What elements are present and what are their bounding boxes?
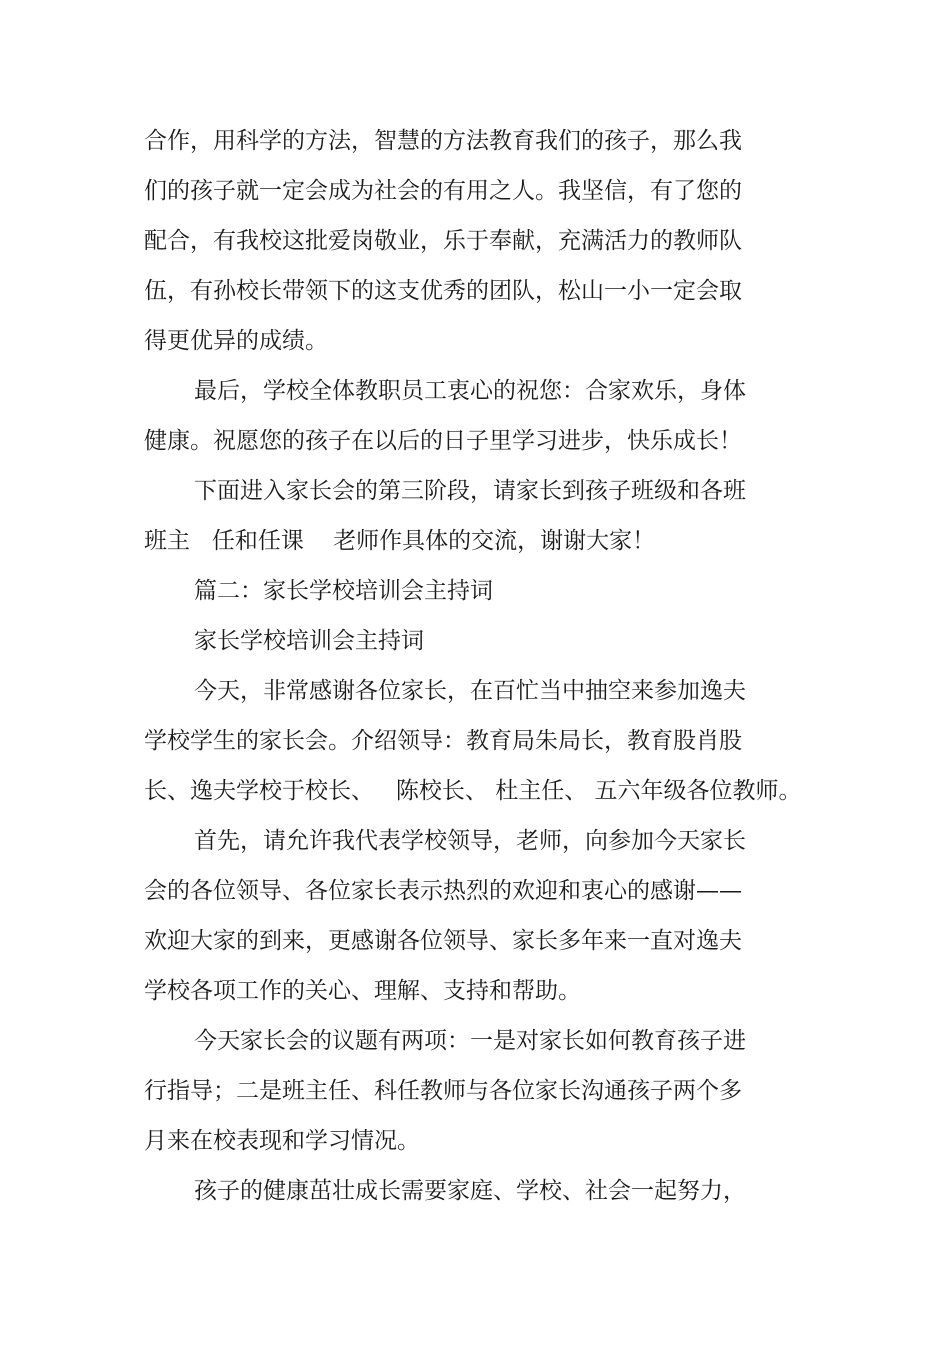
- text-line: 配合，有我校这批爱岗敬业，乐于奉献，充满活力的教师队: [144, 228, 742, 254]
- text-line: 健康。祝愿您的孩子在以后的日子里学习进步，快乐成长！: [144, 428, 742, 454]
- text-line: 学校学生的家长会。介绍领导：教育局朱局长，教育股肖股: [144, 728, 742, 754]
- paragraph-first-line: 下面进入家长会的第三阶段，请家长到孩子班级和各班: [194, 478, 746, 504]
- section-title: 家长学校培训会主持词: [194, 628, 424, 654]
- paragraph-first-line: 今天，非常感谢各位家长，在百忙当中抽空来参加逸夫: [194, 678, 746, 704]
- text-line: 伍，有孙校长带领下的这支优秀的团队，松山一小一定会取: [144, 278, 742, 304]
- paragraph-first-line: 首先，请允许我代表学校领导，老师，向参加今天家长: [194, 828, 746, 854]
- paragraph-first-line: 最后，学校全体教职员工衷心的祝您：合家欢乐，身体: [194, 378, 746, 404]
- text-line: 会的各位领导、各位家长表示热烈的欢迎和衷心的感谢——: [144, 878, 742, 904]
- section-heading: 篇二：家长学校培训会主持词: [194, 578, 493, 604]
- text-line: 学校各项工作的关心、理解、支持和帮助。: [144, 978, 581, 1004]
- text-line: 合作，用科学的方法，智慧的方法教育我们的孩子，那么我: [144, 128, 742, 154]
- paragraph-first-line: 今天家长会的议题有两项：一是对家长如何教育孩子进: [194, 1028, 746, 1054]
- text-line: 们的孩子就一定会成为社会的有用之人。我坚信，有了您的: [144, 178, 742, 204]
- text-line: 月来在校表现和学习情况。: [144, 1128, 420, 1154]
- text-line: 班主 任和任课 老师作具体的交流，谢谢大家！: [144, 528, 656, 554]
- text-line: 得更优异的成绩。: [144, 328, 328, 354]
- text-line: 长、逸夫学校于校长、 陈校长、 杜主任、 五六年级各位教师。: [144, 778, 802, 804]
- text-line: 欢迎大家的到来，更感谢各位领导、家长多年来一直对逸夫: [144, 928, 742, 954]
- text-line: 行指导；二是班主任、科任教师与各位家长沟通孩子两个多: [144, 1078, 742, 1104]
- paragraph-first-line: 孩子的健康茁壮成长需要家庭、学校、社会一起努力，: [194, 1178, 746, 1204]
